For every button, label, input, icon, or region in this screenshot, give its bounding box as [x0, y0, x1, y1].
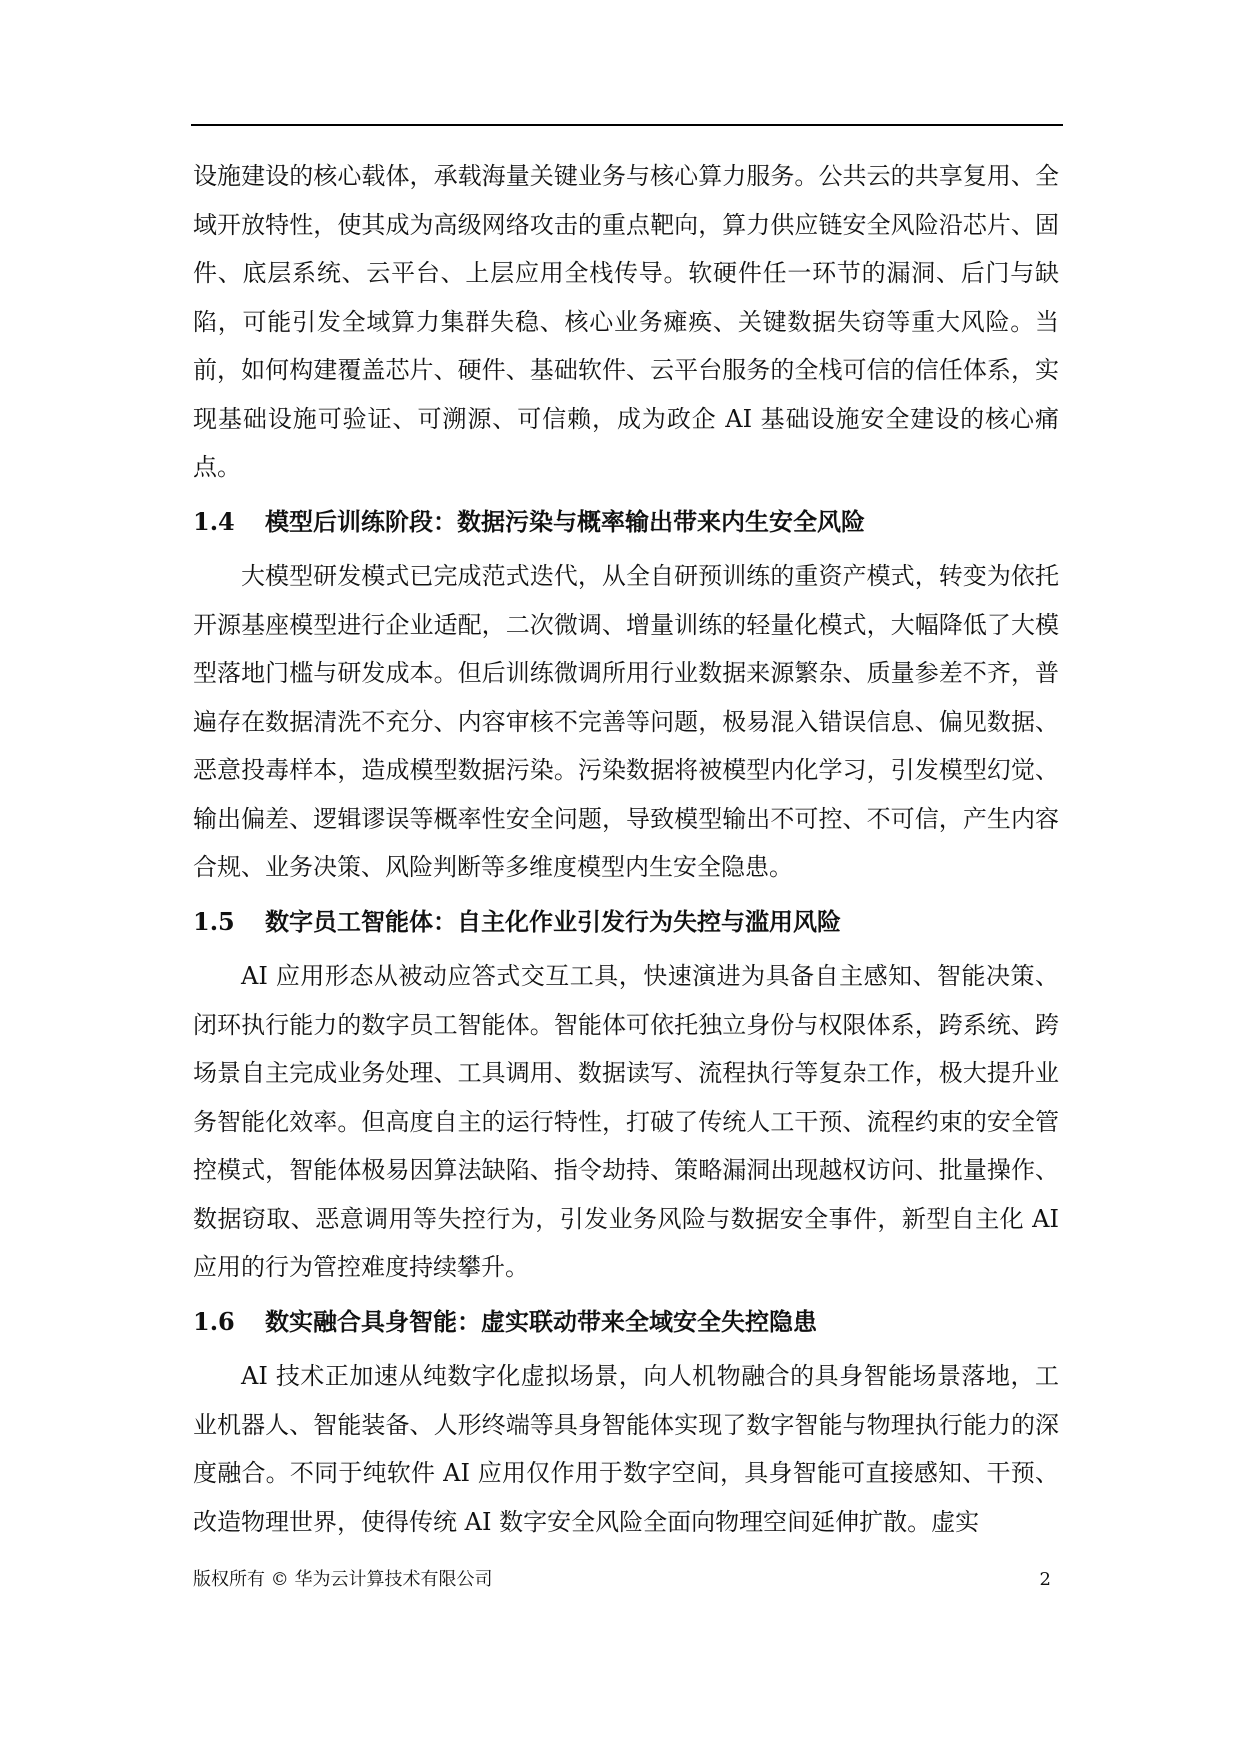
section-heading-1-5 — [193, 898, 1059, 947]
paragraph-model-post-training: 大模型研发模式已完成范式迭代，从全自研预训练的重资产模式，转变为依托开源基座模型进行企业适配，二次微调、增量训练的轻量化模式，大幅降低了大模型落地门槛与研发成本。但后训练微调所用行业数据来源繁杂、质量参差不齐，普遍存在数据清洗不充分、内容审核不完善等问题，极易混入错误信息、偏见数据、恶意投毒样本，造成模型数据污染。污染数据将被模型内化学习，引发模型幻觉、输出偏差、逻辑谬误等概率性安全问题，导致模型输出不可控、不可信，产生内容合规、业务决策、风险判断等多维度模型内生安全隐患。 — [193, 562, 1059, 881]
section-number: 1.4 — [193, 506, 235, 536]
paragraph-embodied-intelligence: AI 技术正加速从纯数字化虚拟场景，向人机物融合的具身智能场景落地，工业机器人、智能装备、人形终端等具身智能体实现了数字智能与物理执行能力的深度融合。不同于纯软件 AI 应用仅作用于数字空间，具身智能可直接感知、干预、改造物理世界，使得传统 AI 数字安全风险全面向物理空间延伸扩散。虚实 — [193, 1362, 1059, 1536]
section-heading-1-6 — [193, 1298, 1059, 1347]
section-number: 1.5 — [193, 906, 235, 936]
paragraph-digital-agent: AI 应用形态从被动应答式交互工具，快速演进为具备自主感知、智能决策、闭环执行能力的数字员工智能体。智能体可依托独立身份与权限体系，跨系统、跨场景自主完成业务处理、工具调用、数据读写、流程执行等复杂工作，极大提升业务智能化效率。但高度自主的运行特性，打破了传统人工干预、流程约束的安全管控模式，智能体极易因算法缺陷、指令劫持、策略漏洞出现越权访问、批量操作、数据窃取、恶意调用等失控行为，引发业务风险与数据安全事件，新型自主化 AI 应用的行为管控难度持续攀升。 — [193, 962, 1059, 1281]
section-title: 数字员工智能体：自主化作业引发行为失控与滥用风险 — [265, 906, 841, 936]
footer-copyright: 版权所有 © 华为云计算技术有限公司 — [193, 1569, 493, 1590]
section-title: 数实融合具身智能：虚实联动带来全域安全失控隐患 — [265, 1306, 817, 1336]
document-body — [193, 152, 1059, 1546]
section-heading-1-4 — [193, 498, 1059, 547]
section-number: 1.6 — [193, 1306, 235, 1336]
section-title: 模型后训练阶段：数据污染与概率输出带来内生安全风险 — [265, 506, 865, 536]
paragraph-continuation: 设施建设的核心载体，承载海量关键业务与核心算力服务。公共云的共享复用、全域开放特性，使其成为高级网络攻击的重点靶向，算力供应链安全风险沿芯片、固件、底层系统、云平台、上层应用全栈传导。软硬件任一环节的漏洞、后门与缺陷，可能引发全域算力集群失稳、核心业务瘫痪、关键数据失窃等重大风险。当前，如何构建覆盖芯片、硬件、基础软件、云平台服务的全栈可信的信任体系，实现基础设施可验证、可溯源、可信赖，成为政企 AI 基础设施安全建设的核心痛点。 — [193, 162, 1059, 481]
page-number: 2 — [1039, 1569, 1051, 1590]
header-rule — [191, 124, 1063, 126]
